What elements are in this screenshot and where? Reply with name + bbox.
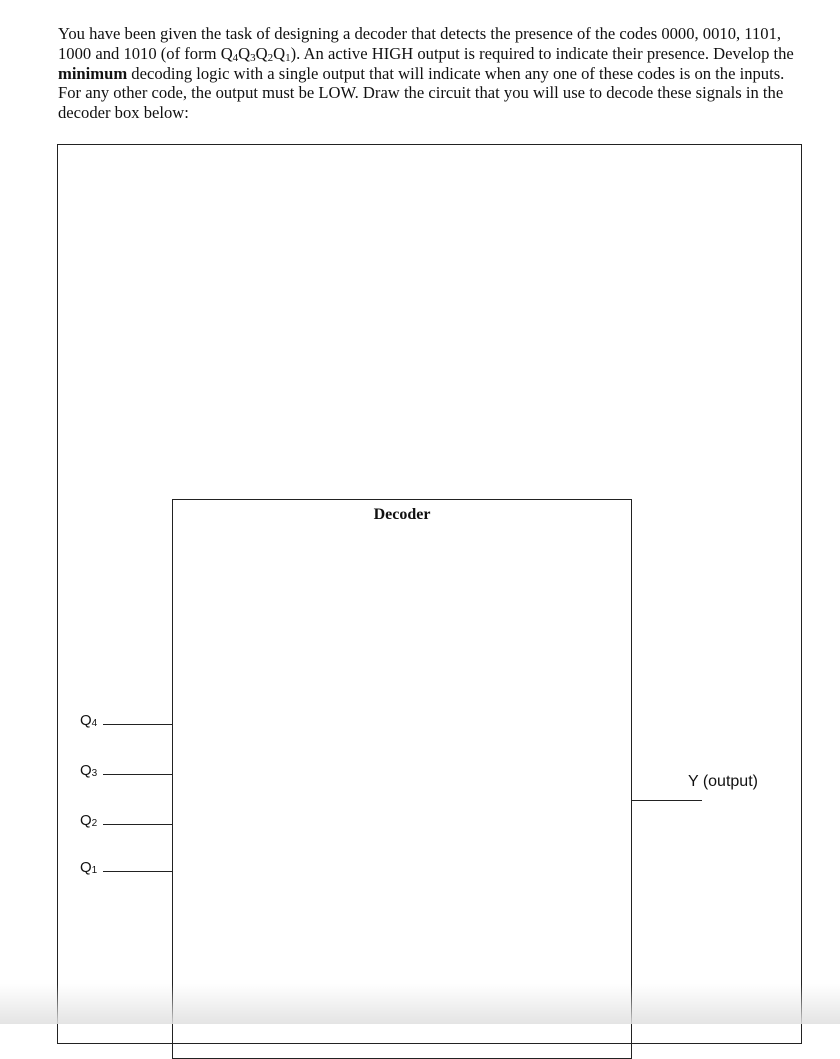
input-wire-q2 bbox=[103, 824, 172, 825]
input-label-q4 bbox=[80, 712, 97, 729]
form-q1-sub: 1 bbox=[285, 51, 291, 64]
question-part-1: You have been given the task of designing a decoder that detects the presence of the codes 0000, 0010, 1101, 1000 and 1010 (of form bbox=[58, 24, 782, 63]
question-part-3: decoding logic with a single output that will indicate when any one of these codes is on the inputs. For any other code, the output must be LOW. Draw the circuit that you will use to decode these signals in the decoder box below: bbox=[58, 63, 785, 123]
input-wire-q3 bbox=[103, 774, 172, 775]
question-bold-word: minimum bbox=[58, 63, 128, 83]
input-wire-q4 bbox=[103, 724, 172, 725]
input-label-q3 bbox=[80, 762, 97, 779]
form-q2: Q bbox=[255, 43, 268, 63]
form-q4: Q bbox=[220, 43, 233, 63]
form-q3: Q bbox=[238, 43, 251, 63]
output-wire bbox=[632, 800, 702, 801]
output-label: Y (output) bbox=[688, 773, 758, 790]
form-q2-sub: 2 bbox=[267, 51, 274, 64]
question-part-2: ). An active HIGH output is required to indicate their presence. Develop the bbox=[290, 43, 794, 63]
input-label-q1 bbox=[80, 859, 97, 876]
input-q2-sub: 2 bbox=[91, 818, 98, 829]
form-q3-sub: 3 bbox=[250, 51, 256, 64]
input-q4-sub: 4 bbox=[91, 718, 98, 729]
input-q4-letter: Q bbox=[80, 712, 92, 729]
form-q4-sub: 4 bbox=[232, 51, 239, 64]
input-label-q2 bbox=[80, 812, 97, 829]
input-q1-letter: Q bbox=[80, 859, 92, 876]
input-q3-letter: Q bbox=[80, 762, 92, 779]
form-q1: Q bbox=[273, 43, 286, 63]
input-q2-letter: Q bbox=[80, 812, 92, 829]
input-q3-sub: 3 bbox=[91, 768, 98, 779]
input-wire-q1 bbox=[103, 871, 172, 872]
decoder-box bbox=[172, 499, 632, 1059]
question-text bbox=[58, 24, 798, 123]
input-q1-sub: 1 bbox=[91, 865, 98, 876]
decoder-title: Decoder bbox=[373, 506, 431, 523]
